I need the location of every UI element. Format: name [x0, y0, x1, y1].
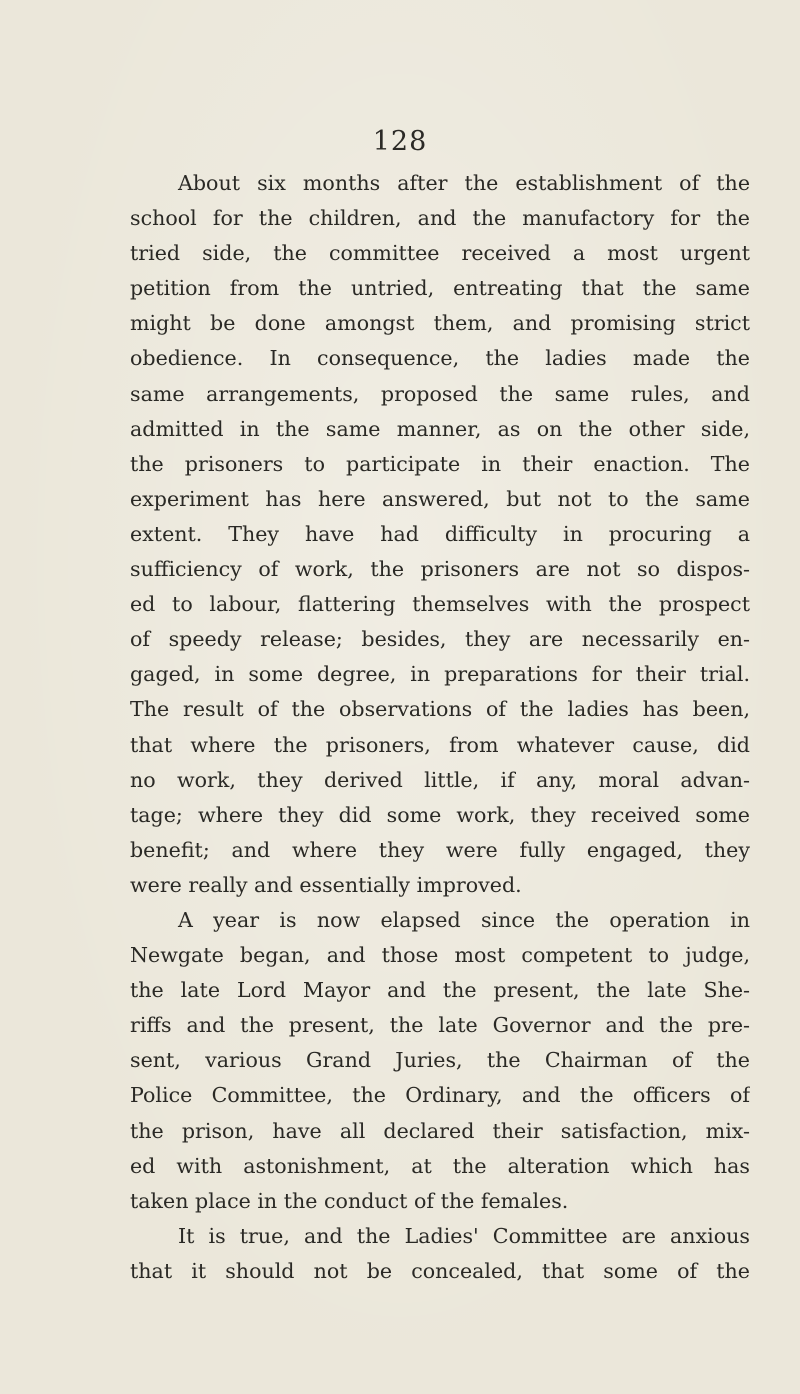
text-line: tried side, the committee received a most urgent — [130, 241, 750, 266]
text-line: extent. They have had difficulty in procuring a — [130, 521, 750, 546]
text-line: ed to labour, flattering themselves with the prospect — [130, 592, 750, 617]
text-line: taken place in the conduct of the females. — [130, 1188, 569, 1213]
text-line: school for the children, and the manufactory for the — [130, 206, 750, 231]
text-line: no work, they derived little, if any, moral advan- — [130, 767, 750, 792]
text-line: It is true, and the Ladies' Committee are anxious — [178, 1223, 750, 1248]
text-line: of speedy release; besides, they are necessarily en- — [130, 627, 750, 652]
text-line: petition from the untried, entreating that the same — [130, 276, 750, 301]
text-line: might be done amongst them, and promising strict — [130, 311, 750, 336]
text-line: the prisoners to participate in their enaction. The — [130, 451, 750, 476]
text-line: admitted in the same manner, as on the other side, — [130, 416, 750, 441]
text-line: Newgate began, and those most competent to judge, — [130, 943, 750, 968]
text-line: the late Lord Mayor and the present, the late She- — [130, 978, 750, 1003]
text-line: ed with astonishment, at the alteration which has — [130, 1153, 750, 1178]
text-line: A year is now elapsed since the operation in — [178, 907, 750, 932]
text-line: experiment has here answered, but not to the same — [130, 486, 750, 511]
text-line: gaged, in some degree, in preparations for their trial. — [130, 662, 750, 687]
text-line: same arrangements, proposed the same rules, and — [130, 381, 750, 406]
page-number: 128 — [372, 126, 428, 157]
text-line: benefit; and where they were fully engaged, they — [130, 837, 750, 862]
text-line: sent, various Grand Juries, the Chairman of the — [130, 1048, 750, 1073]
text-line: sufficiency of work, the prisoners are not so dispos- — [130, 557, 750, 582]
text-line: riffs and the present, the late Governor and the pre- — [130, 1013, 750, 1038]
text-line: the prison, have all declared their satisfaction, mix- — [130, 1118, 750, 1143]
text-line: that it should not be concealed, that some of the — [130, 1258, 750, 1283]
body-text — [130, 166, 750, 1289]
text-line: were really and essentially improved. — [130, 872, 522, 897]
text-line: that where the prisoners, from whatever cause, did — [130, 732, 750, 757]
text-line: Police Committee, the Ordinary, and the officers of — [130, 1083, 750, 1108]
text-line: The result of the observations of the ladies has been, — [130, 697, 750, 722]
text-line: tage; where they did some work, they received some — [130, 802, 750, 827]
text-line: obedience. In consequence, the ladies made the — [130, 346, 750, 371]
text-line: About six months after the establishment of the — [178, 171, 750, 195]
